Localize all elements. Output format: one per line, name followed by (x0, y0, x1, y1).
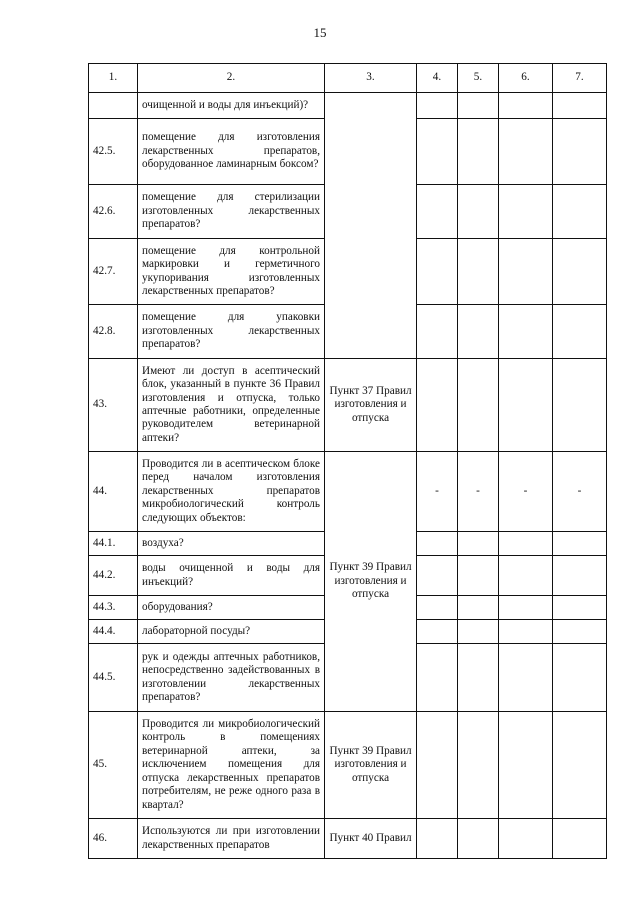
header-col-4: 4. (417, 64, 458, 93)
row-question: помещение для упаковки изготовленных лекарственных препаратов? (138, 305, 325, 359)
cell-col-7 (553, 239, 607, 305)
row-question: оборудования? (138, 596, 325, 620)
row-question: лабораторной посуды? (138, 620, 325, 644)
row-question: помещение для изготовления лекарственных препаратов, оборудованное ламинарным боксом? (138, 119, 325, 185)
cell-col-5 (458, 532, 499, 556)
row-number: 44.5. (89, 644, 138, 712)
cell-col-4 (417, 359, 458, 452)
cell-col-6 (499, 359, 553, 452)
cell-col-6 (499, 596, 553, 620)
cell-col-5 (458, 119, 499, 185)
row-number: 44. (89, 452, 138, 532)
cell-col-7: - (553, 452, 607, 532)
cell-col-7 (553, 119, 607, 185)
row-question: Проводится ли микробиологический контроль в помещениях ветеринарной аптеки, за исключением помещения для отпуска лекарственных препаратов потребителям, не реже одного раза в квартал? (138, 712, 325, 819)
cell-col-7 (553, 712, 607, 819)
header-col-5: 5. (458, 64, 499, 93)
row-reference (325, 93, 417, 359)
row-number: 46. (89, 819, 138, 859)
cell-col-6 (499, 93, 553, 119)
cell-col-5 (458, 596, 499, 620)
cell-col-7 (553, 185, 607, 239)
cell-col-6 (499, 305, 553, 359)
cell-col-6 (499, 819, 553, 859)
cell-col-6 (499, 712, 553, 819)
checklist-table (88, 63, 607, 859)
row-number: 43. (89, 359, 138, 452)
cell-col-5: - (458, 452, 499, 532)
table-row (89, 712, 607, 819)
cell-col-7 (553, 93, 607, 119)
row-question: Имеют ли доступ в асептический блок, указанный в пункте 36 Правил изготовления и отпуска, только аптечные работники, определенные руководителем ветеринарной аптеки? (138, 359, 325, 452)
row-reference: Пункт 39 Правил изготовления и отпуска (325, 712, 417, 819)
cell-col-4 (417, 305, 458, 359)
row-number (89, 93, 138, 119)
cell-col-7 (553, 532, 607, 556)
row-question: помещение для стерилизации изготовленных лекарственных препаратов? (138, 185, 325, 239)
cell-col-6: - (499, 452, 553, 532)
cell-col-5 (458, 305, 499, 359)
cell-col-5 (458, 93, 499, 119)
cell-col-5 (458, 712, 499, 819)
cell-col-4 (417, 712, 458, 819)
header-col-6: 6. (499, 64, 553, 93)
cell-col-6 (499, 644, 553, 712)
cell-col-6 (499, 532, 553, 556)
cell-col-4 (417, 185, 458, 239)
row-number: 44.4. (89, 620, 138, 644)
table-header-row (89, 64, 607, 93)
cell-col-4: - (417, 452, 458, 532)
cell-col-6 (499, 185, 553, 239)
cell-col-5 (458, 819, 499, 859)
cell-col-5 (458, 359, 499, 452)
header-col-1: 1. (89, 64, 138, 93)
cell-col-5 (458, 620, 499, 644)
row-reference: Пункт 40 Правил (325, 819, 417, 859)
cell-col-7 (553, 556, 607, 596)
cell-col-7 (553, 359, 607, 452)
header-col-7: 7. (553, 64, 607, 93)
table-row (89, 93, 607, 119)
row-question: помещение для контрольной маркировки и герметичного укупоривания изготовленных лекарственных препаратов? (138, 239, 325, 305)
table-row (89, 452, 607, 532)
cell-col-6 (499, 620, 553, 644)
row-reference: Пункт 39 Правил изготовления и отпуска (325, 452, 417, 712)
row-question: воды очищенной и воды для инъекций? (138, 556, 325, 596)
cell-col-4 (417, 644, 458, 712)
cell-col-4 (417, 596, 458, 620)
row-question: воздуха? (138, 532, 325, 556)
row-question: Проводится ли в асептическом блоке перед началом изготовления лекарственных препаратов микробиологический контроль следующих объектов: (138, 452, 325, 532)
cell-col-5 (458, 556, 499, 596)
row-number: 44.3. (89, 596, 138, 620)
cell-col-4 (417, 532, 458, 556)
row-number: 42.8. (89, 305, 138, 359)
cell-col-7 (553, 644, 607, 712)
row-number: 44.2. (89, 556, 138, 596)
row-number: 42.5. (89, 119, 138, 185)
cell-col-6 (499, 119, 553, 185)
cell-col-6 (499, 239, 553, 305)
table-row (89, 819, 607, 859)
cell-col-7 (553, 596, 607, 620)
cell-col-7 (553, 305, 607, 359)
header-col-3: 3. (325, 64, 417, 93)
header-col-2: 2. (138, 64, 325, 93)
row-number: 42.7. (89, 239, 138, 305)
cell-col-4 (417, 119, 458, 185)
row-question: Используются ли при изготовлении лекарственных препаратов (138, 819, 325, 859)
cell-col-7 (553, 620, 607, 644)
row-question: рук и одежды аптечных работников, непосредственно задействованных в изготовлении лекарственных препаратов? (138, 644, 325, 712)
cell-col-4 (417, 556, 458, 596)
row-number: 44.1. (89, 532, 138, 556)
cell-col-6 (499, 556, 553, 596)
cell-col-5 (458, 239, 499, 305)
row-number: 42.6. (89, 185, 138, 239)
cell-col-4 (417, 620, 458, 644)
row-question: очищенной и воды для инъекций)? (138, 93, 325, 119)
cell-col-7 (553, 819, 607, 859)
row-number: 45. (89, 712, 138, 819)
cell-col-4 (417, 93, 458, 119)
cell-col-5 (458, 644, 499, 712)
table-row (89, 359, 607, 452)
cell-col-5 (458, 185, 499, 239)
row-reference: Пункт 37 Правил изготовления и отпуска (325, 359, 417, 452)
cell-col-4 (417, 819, 458, 859)
page-number: 15 (313, 25, 327, 40)
cell-col-4 (417, 239, 458, 305)
